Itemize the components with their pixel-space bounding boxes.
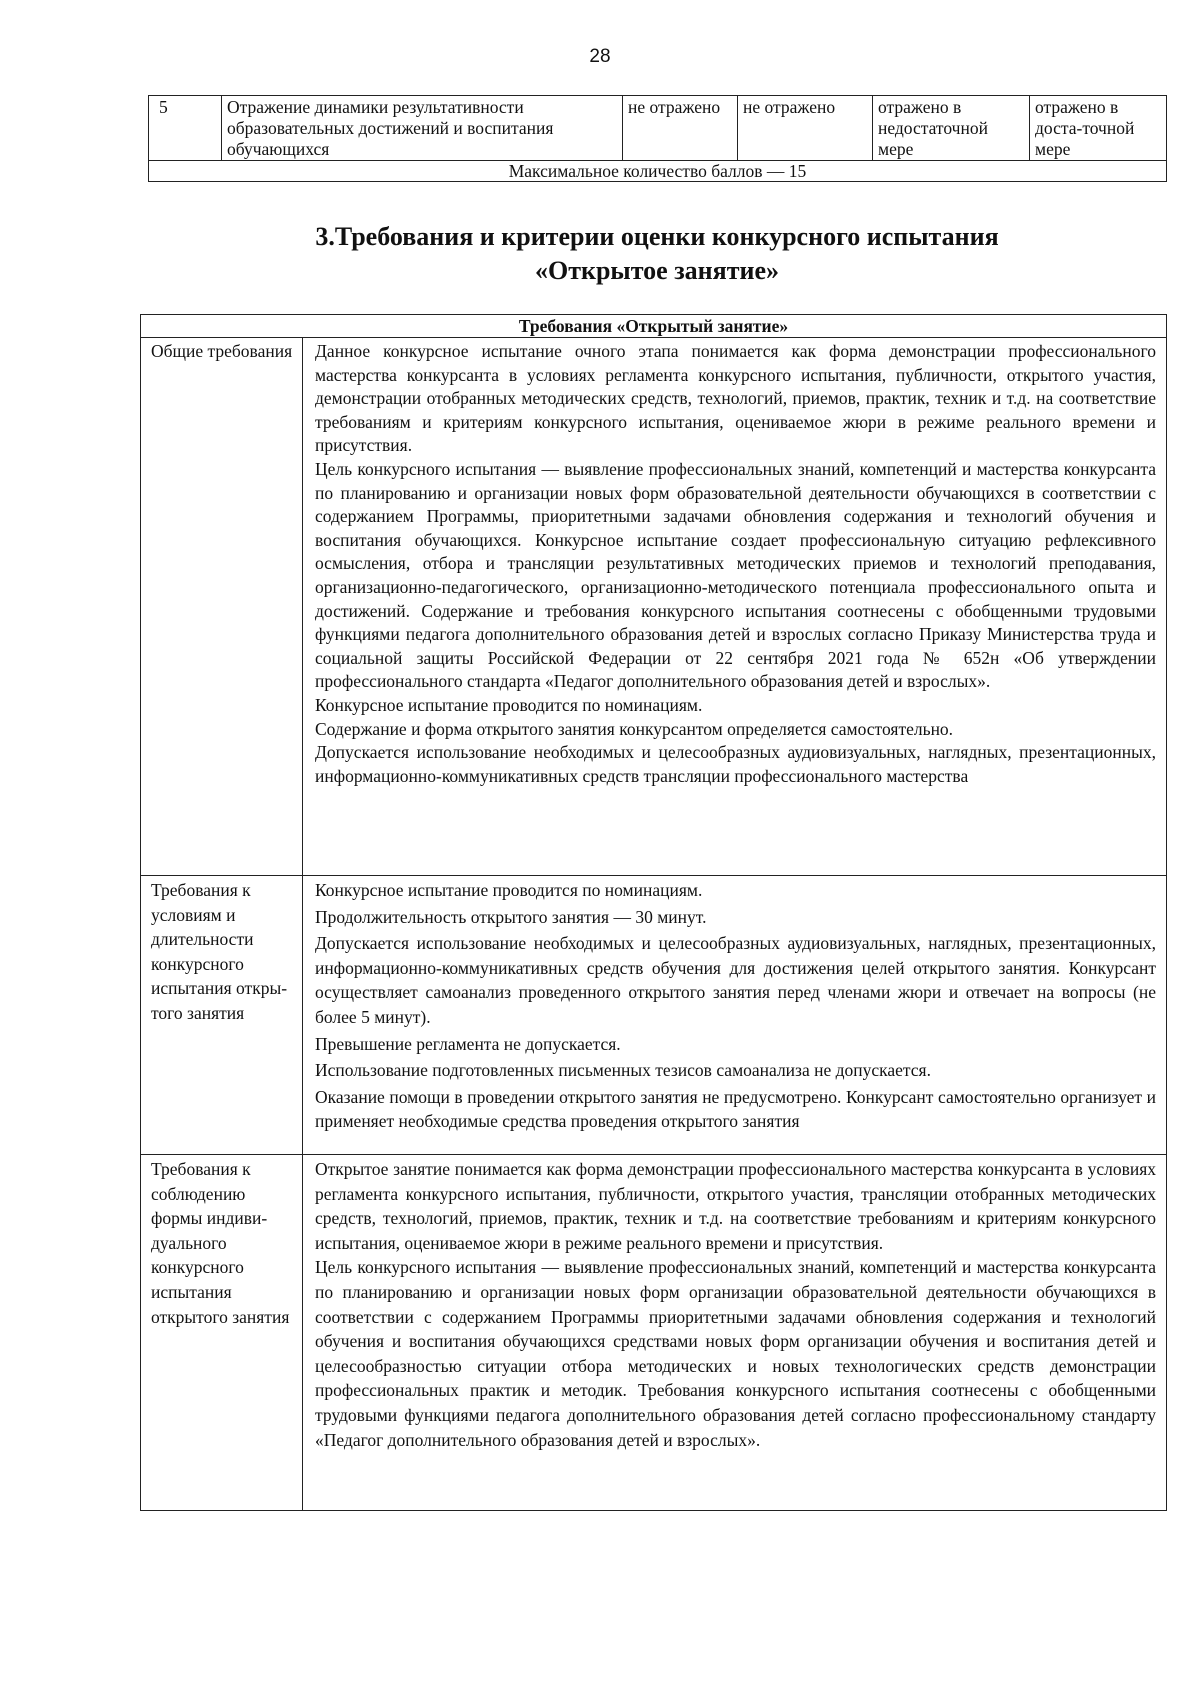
- level-cell: не отражено: [738, 96, 873, 161]
- criteria-table: [148, 95, 1167, 182]
- row-content: [303, 876, 1167, 1155]
- requirements-table: [140, 314, 1167, 1511]
- paragraph: Цель конкурсного испытания — выявление профессиональных знаний, компетенций и мастерства конкурсанта по планированию и организации новых форм организации образовательной деятельности обучающихся в соответствии с содержанием Программы приоритетными задачами обновления содержания и технологий обучения и воспитания обучающихся средствами новых форм организации обучения и воспитания детей и целесообразностью ситуации отбора методических и новых технологических средств демонстрации профессиональных практик и методик. Требования конкурсного испытания соотнесены с обобщенными трудовыми функциями педагога дополнительного образования детей согласно профессиональному стандарту «Педагог дополнительного образования детей и взрослых».: [315, 1257, 1157, 1450]
- criterion-cell: Отражение динамики результативности образовательных достижений и воспитания обучающихся: [222, 96, 623, 161]
- section-heading-line1: 3.Требования и критерии оценки конкурсного испытания: [315, 222, 999, 251]
- level-cell: отражено в недостаточной мере: [873, 96, 1030, 161]
- paragraph: Использование подготовленных письменных тезисов самоанализа не допускается.: [315, 1060, 931, 1081]
- row-label: Требования к соблюдению формы индиви-дуального конкурсного испытания открытого занятия: [141, 1155, 303, 1511]
- level-cell: отражено в доста-точной мере: [1030, 96, 1167, 161]
- row-label: Общие требования: [141, 338, 303, 876]
- row-content: [303, 1155, 1167, 1511]
- paragraph: Цель конкурсного испытания — выявление профессиональных знаний, компетенций и мастерства конкурсанта по планированию и организации новых форм образовательной деятельности обучающихся в соответствии с содержанием Программы, приоритетными задачами обновления содержания и технологий обучения и воспитания обучающихся. Конкурсное испытание создает профессиональную ситуацию рефлексивного осмысления, отбора и трансляции результативных методических приемов и технологий преподавания, организационно-педагогического, организационно-методического потенциала профессионального опыта и достижений. Содержание и требования конкурсного испытания соотнесены с обобщенными трудовыми функциями педагога дополнительного образования детей и взрослых согласно Приказу Министерства труда и социальной защиты Российской Федерации от 22 сентября 2021 года № 652н «Об утверждении профессионального стандарта «Педагог дополнительного образования детей и взрослых».: [315, 458, 1157, 692]
- paragraph: Продолжительность открытого занятия — 30 минут.: [315, 906, 707, 927]
- section-heading-line2: «Открытое занятие»: [535, 256, 779, 285]
- total-cell: Максимальное количество баллов — 15: [149, 161, 1167, 182]
- table-header-row: [141, 315, 1167, 338]
- paragraph: Содержание и форма открытого занятия конкурсантом определяется самостоятельно.: [315, 718, 954, 739]
- paragraph: Данное конкурсное испытание очного этапа понимается как форма демонстрации профессионального мастерства конкурсанта в условиях регламента конкурсного испытания, публичности, открытого участия, демонстрации отобранных методических средств, технологий, приемов, практик, техник и т.д. на соответствие требованиям и критериям конкурсного испытания, оцениваемое жюри в режиме реального времени и присутствия.: [315, 341, 1157, 456]
- paragraph: Оказание помощи в проведении открытого занятия не предусмотрено. Конкурсант самостоятельно организует и применяет необходимые средства проведения открытого занятия: [315, 1086, 1157, 1132]
- paragraph: Конкурсное испытание проводится по номинациям.: [315, 880, 703, 900]
- section-heading: [148, 220, 1166, 288]
- paragraph: Допускается использование необходимых и целесообразных аудиовизуальных, наглядных, презентационных, информационно-коммуникативных средств обучения для достижения целей открытого занятия. Конкурсант осуществляет самоанализ проведенного открытого занятия перед членами жюри и отвечает на вопросы (не более 5 минут).: [315, 933, 1157, 1027]
- level-cell: не отражено: [623, 96, 738, 161]
- page-number: 28: [589, 46, 611, 67]
- total-row: [149, 161, 1167, 182]
- row-label: Требования к условиям и длительности конкурсного испытания откры-того занятия: [141, 876, 303, 1155]
- paragraph: Превышение регламента не допускается.: [315, 1033, 621, 1054]
- table-row: [141, 876, 1167, 1155]
- table-row: [149, 96, 1167, 161]
- paragraph: Конкурсное испытание проводится по номинациям.: [315, 694, 703, 715]
- paragraph: Открытое занятие понимается как форма демонстрации профессионального мастерства конкурсанта в условиях регламента конкурсного испытания, публичности, открытого участия, трансляции отобранных методических средств, технологий, приемов, практик, техник и т.д. на соответствие требованиям и критериям конкурсного испытания, оцениваемое жюри в режиме реального времени и присутствия.: [315, 1159, 1157, 1253]
- table-row: [141, 1155, 1167, 1511]
- table-row: [141, 338, 1167, 876]
- row-content: [303, 338, 1167, 876]
- row-number: 5: [149, 96, 222, 161]
- table-header: Требования «Открытый занятие»: [141, 315, 1167, 338]
- paragraph: Допускается использование необходимых и целесообразных аудиовизуальных, наглядных, презентационных, информационно-коммуникативных средств трансляции профессионального мастерства: [315, 742, 1157, 786]
